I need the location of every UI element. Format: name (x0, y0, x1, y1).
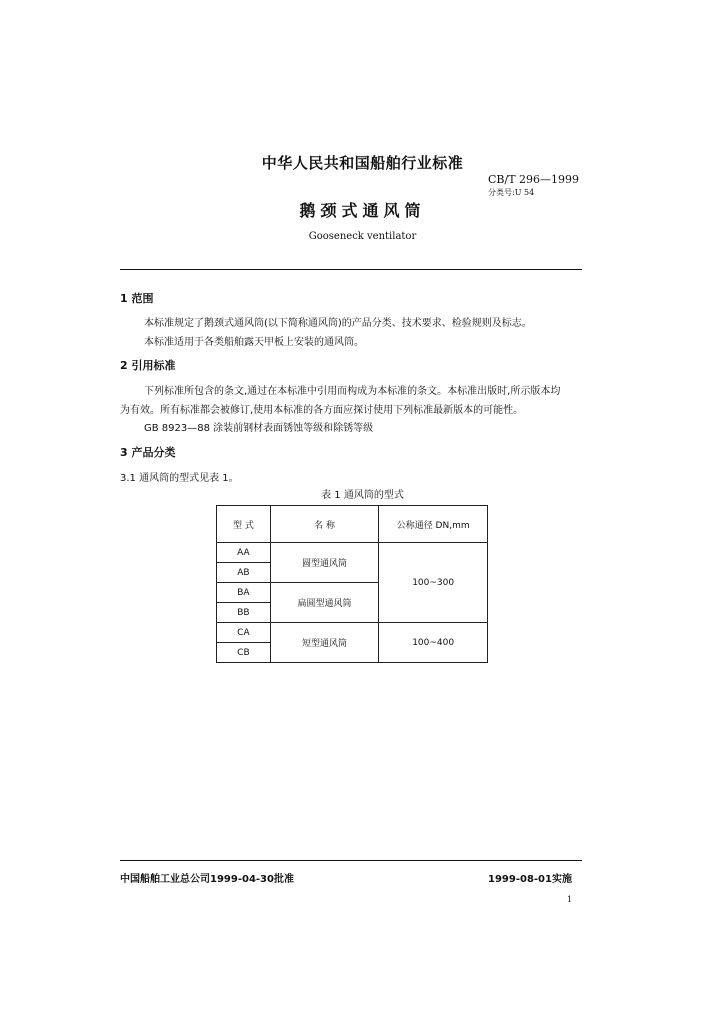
table-row (217, 543, 488, 563)
type-cell: AA (217, 543, 271, 563)
name-cell: 短型通风筒 (270, 623, 379, 663)
section-1-heading: 1 范围 (120, 292, 154, 305)
name-cell: 扁圆型通风筒 (270, 583, 379, 623)
classification-number: 分类号:U 54 (488, 188, 535, 197)
standard-code: CB/T 296—1999 (488, 173, 580, 186)
issuing-organization: 中华人民共和国船舶行业标准 (261, 154, 464, 172)
section-1-paragraph-1: 本标准规定了鹅颈式通风筒(以下简称通风筒)的产品分类、技术要求、检验规则及标志。 (144, 318, 532, 329)
column-header-nominal-diameter: 公称通径 DN,mm (379, 506, 488, 543)
footer-divider (120, 860, 582, 861)
approval-statement: 中国船舶工业总公司1999-04-30批准 (120, 874, 294, 885)
effective-date: 1999-08-01实施 (488, 874, 572, 885)
type-cell: CB (217, 643, 271, 663)
table-header-row (217, 506, 488, 543)
type-cell: BA (217, 583, 271, 603)
section-2-paragraph-line-1: 下列标准所包含的条文,通过在本标准中引用而构成为本标准的条文。本标准出版时,所示版本均 (144, 386, 561, 397)
section-2-heading: 2 引用标准 (120, 359, 176, 372)
diameter-cell: 100~400 (379, 623, 488, 663)
diameter-cell: 100~300 (379, 543, 488, 623)
name-cell: 圆型通风筒 (270, 543, 379, 583)
page-number: 1 (567, 895, 573, 904)
document-title: 鹅颈式通风筒 (299, 201, 426, 220)
column-header-type: 型 式 (217, 506, 271, 543)
section-2-paragraph-line-2: 为有效。所有标准都会被修订,使用本标准的各方面应探讨使用下列标准最新版本的可能性。 (120, 405, 524, 416)
type-cell: BB (217, 603, 271, 623)
document-title-english: Gooseneck ventilator (308, 231, 417, 242)
section-1-paragraph-2: 本标准适用于各类船舶露天甲板上安装的通风筒。 (144, 337, 364, 348)
column-header-name: 名 称 (270, 506, 379, 543)
section-3-heading: 3 产品分类 (120, 446, 176, 459)
type-cell: AB (217, 563, 271, 583)
type-cell: CA (217, 623, 271, 643)
ventilator-types-table (216, 505, 488, 663)
referenced-standard: GB 8923—88 涂装前钢材表面锈蚀等级和除锈等级 (144, 423, 374, 434)
header-divider (120, 269, 582, 270)
table-row (217, 623, 488, 643)
section-3-1-text: 3.1 通风筒的型式见表 1。 (120, 473, 239, 484)
table-caption: 表 1 通风筒的型式 (321, 490, 404, 501)
